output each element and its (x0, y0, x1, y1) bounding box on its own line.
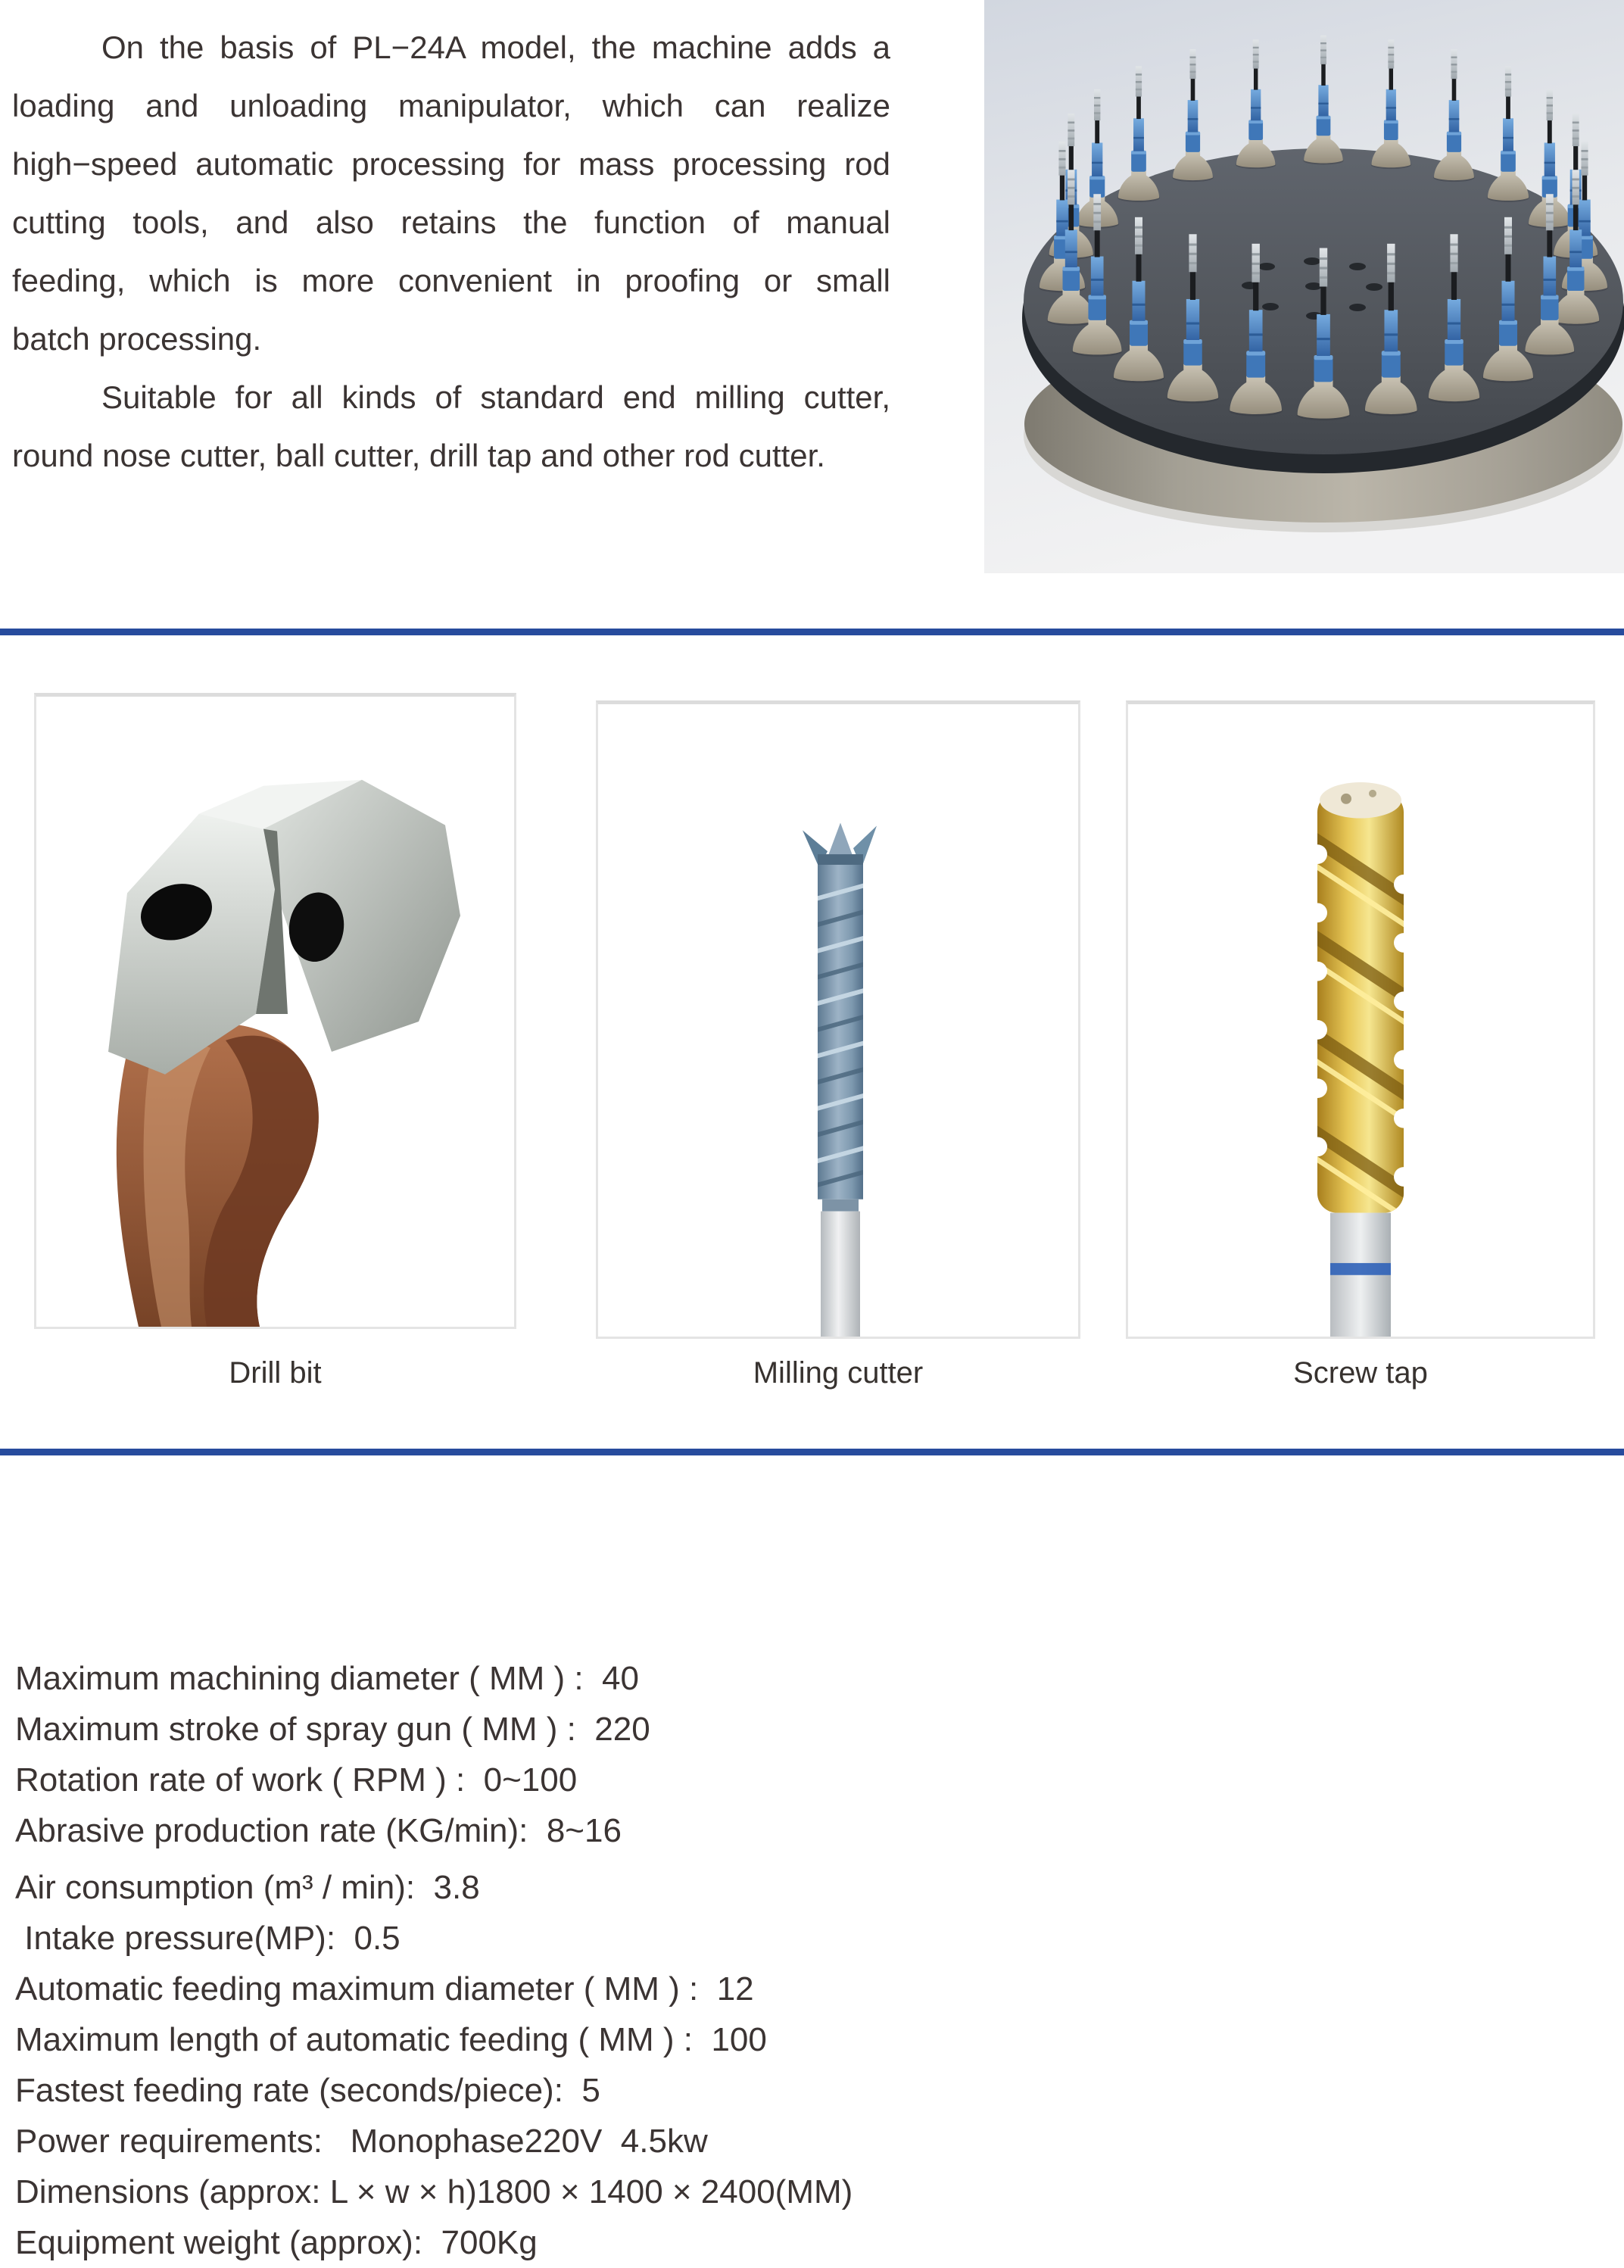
machine-turntable-illustration (984, 0, 1624, 573)
intro-text-block (12, 18, 890, 485)
section-divider-bottom (0, 1449, 1624, 1455)
spec-line: Equipment weight (approx): 700Kg (15, 2224, 538, 2261)
intro-line: Suitable for all kinds of standard end milling cutter, (101, 379, 890, 415)
machine-turntable-photo (984, 0, 1624, 573)
spec-line: Dimensions (approx: L × w × h)1800 × 1400 × 2400(MM) (15, 2173, 853, 2210)
intro-line: high−speed automatic processing for mass processing rod (12, 146, 890, 182)
spec-line: Maximum machining diameter ( MM ) : 40 (15, 1660, 639, 1697)
spec-line: Automatic feeding maximum diameter ( MM ) : 12 (15, 1970, 754, 2008)
intro-line: cutting tools, and also retains the function of manual (12, 204, 890, 240)
spec-line: Rotation rate of work ( RPM ) : 0~100 (15, 1761, 578, 1798)
spec-line: Maximum length of automatic feeding ( MM ) : 100 (15, 2021, 767, 2058)
caption-drill-bit: Drill bit (229, 1356, 322, 1390)
spec-line: Intake pressure(MP): 0.5 (15, 1920, 401, 1957)
intro-line: feeding, which is more convenient in proofing or small (12, 263, 890, 298)
drill-bit-image-card (34, 693, 516, 1329)
spec-line: Abrasive production rate (KG/min): 8~16 (15, 1812, 622, 1849)
intro-line: On the basis of PL−24A model, the machine adds a (101, 30, 890, 65)
spec-line: Maximum stroke of spray gun ( MM ) : 220 (15, 1711, 650, 1748)
milling-cutter-illustration (598, 704, 1078, 1337)
milling-cutter-image-card (596, 700, 1080, 1339)
specs-list (15, 1501, 1605, 2268)
caption-screw-tap: Screw tap (1293, 1356, 1428, 1390)
spec-line: Air consumption (m³ / min): 3.8 (15, 1869, 480, 1906)
intro-line: loading and unloading manipulator, which can realize (12, 88, 890, 123)
drill-bit-illustration (36, 697, 514, 1327)
screw-tap-illustration (1128, 704, 1593, 1337)
intro-line: batch processing. (12, 321, 262, 357)
section-divider-top (0, 629, 1624, 635)
spec-line: Fastest feeding rate (seconds/piece): 5 (15, 2072, 600, 2109)
screw-tap-image-card (1126, 700, 1595, 1339)
caption-milling-cutter: Milling cutter (753, 1356, 924, 1390)
spec-line: Power requirements: Monophase220V 4.5kw (15, 2123, 708, 2160)
intro-line: round nose cutter, ball cutter, drill tap and other rod cutter. (12, 438, 825, 473)
